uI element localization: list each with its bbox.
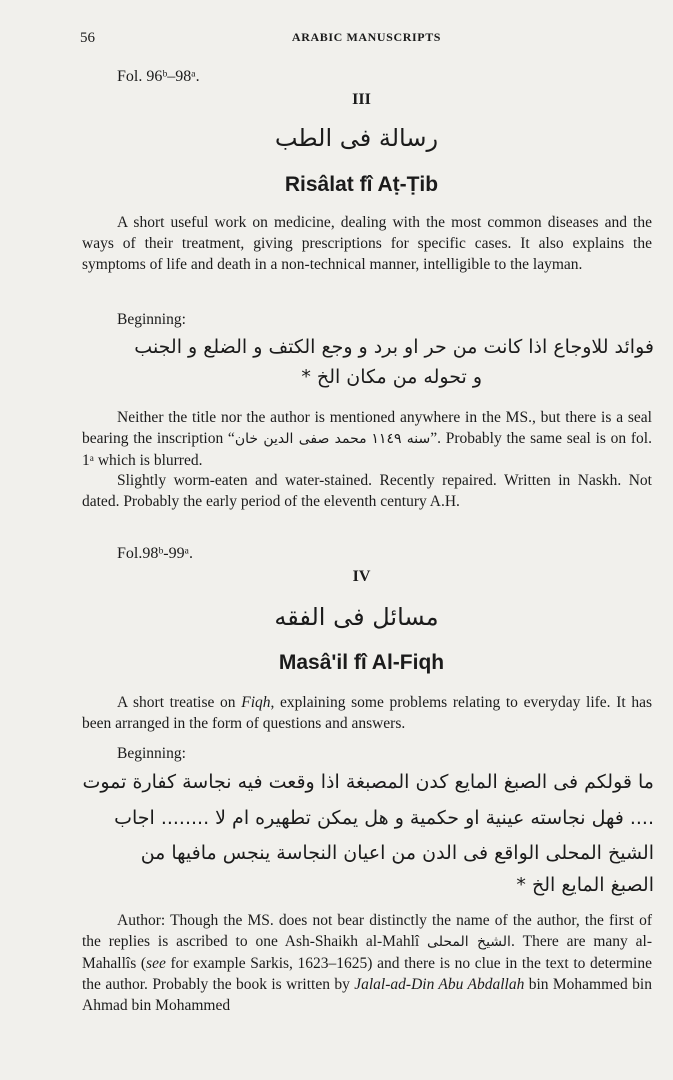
entry4-author-see: see xyxy=(146,955,166,972)
entry4-beginning-line-1: ما قولكم فى الصبغ المايع كدن المصبغة اذا وقعت فيه نجاسة كفارة تموت xyxy=(82,771,654,793)
page-number: 56 xyxy=(80,30,95,46)
entry4-desc-fiqh: Fiqh xyxy=(241,694,271,711)
entry3-seal-arabic: محمد صفى الدين خان xyxy=(234,431,367,447)
entry4-beginning-label: Beginning: xyxy=(117,745,186,762)
entry4-author-note xyxy=(82,910,652,1016)
entry4-beginning-line-2: .... فهل نجاسته عينية او حكمية و هل يمكن تطهيره ام لا ........ اجاب xyxy=(114,807,654,829)
entry3-condition-text: Slightly worm-eaten and water-stained. Recently repaired. Written in Naskh. Not dated. Probably the early period of the eleventh century A.H. xyxy=(82,472,652,510)
entry4-author-text-1: Author: Though the MS. does not bear distinctly the name of the author, the first of the replies is ascribed to one Ash-Shaikh al-Mahlî xyxy=(82,912,652,950)
entry4-author-text-2: . There are many al-Mahallîs ( xyxy=(82,933,652,972)
entry3-title: Risâlat fî Aṭ-Ṭib xyxy=(284,173,439,196)
entry4-author-arabic: الشيخ المحلى xyxy=(427,934,511,950)
entry4-title: Masâ'il fî Al-Fiqh xyxy=(278,651,445,674)
running-head: ARABIC MANUSCRIPTS xyxy=(291,30,442,44)
entry3-numeral: III xyxy=(352,91,371,108)
entry3-note xyxy=(82,407,652,471)
entry3-note-text-2: ”. Probably the same seal is on fol. 1ᵃ which is blurred. xyxy=(82,430,652,469)
entry3-beginning-line-2: و تحوله من مكان الخ * xyxy=(301,366,482,388)
entry4-arabic-title: مسائل فى الفقه xyxy=(274,603,439,631)
entry4-beginning-line-3: الشيخ المحلى الواقع فى الدن من اعيان النجاسة ينجس مافيها من xyxy=(140,842,654,864)
entry3-folio: Fol. 96ᵇ–98ᵃ. xyxy=(117,68,200,85)
entry4-numeral: IV xyxy=(352,568,371,585)
entry3-description-text: A short useful work on medicine, dealing with the most common diseases and the ways of their treatment, giving prescriptions for specific cases. It also explains the symptoms of life and death in a non-technical manner, intelligible to the layman. xyxy=(82,214,652,273)
entry4-author-name: Jalal-ad-Din Abu Abdallah xyxy=(354,976,525,993)
entry4-author-text-4: bin Mohammed bin Ahmad bin Mohammed xyxy=(82,976,652,1014)
entry4-description xyxy=(82,692,652,734)
entry3-beginning-label: Beginning: xyxy=(117,311,186,328)
entry3-seal-year: سنه ١١٤٩ xyxy=(371,431,431,447)
entry4-author-text-3: for example Sarkis, 1623–1625) and there is no clue in the text to determine the author. Probably the book is written by xyxy=(82,955,652,993)
entry4-desc-text-2: , explaining some problems relating to everyday life. It has been arranged in the form of questions and answers. xyxy=(82,694,652,732)
entry3-condition xyxy=(82,470,652,512)
entry4-desc-text-1: A short treatise on xyxy=(117,694,242,711)
entry3-note-text-1: Neither the title nor the author is mentioned anywhere in the MS., but there is a seal bearing the inscription “ xyxy=(82,409,652,447)
entry4-beginning-line-4: الصبغ المايع الخ * xyxy=(516,874,654,896)
entry3-description xyxy=(82,212,652,275)
entry4-folio: Fol.98ᵇ-99ᵃ. xyxy=(117,545,193,562)
entry3-arabic-title: رسالة فى الطب xyxy=(274,124,439,152)
entry3-beginning-line-1: فوائد للاوجاع اذا كانت من حر او برد و وجع الكتف و الضلع و الجنب xyxy=(134,336,654,358)
